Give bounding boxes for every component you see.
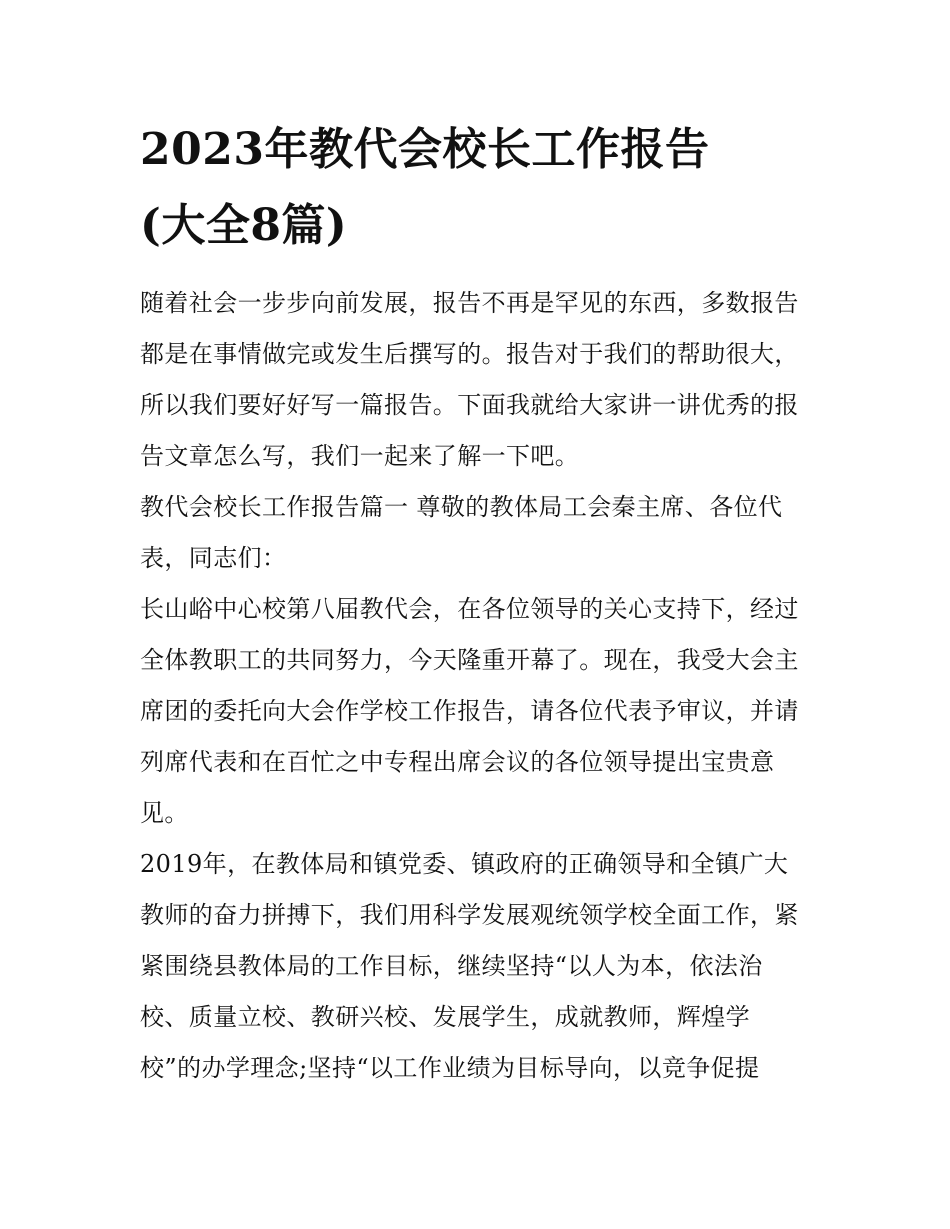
text-line: 见。 [140,799,189,827]
title-line: (大全8篇) [140,200,348,251]
title-line: 2023年教代会校长工作报告 [140,124,710,175]
text-line: 所以我们要好好写一篇报告。下面我就给大家讲一讲优秀的报 [140,391,799,419]
text-line: 教师的奋力拼搏下，我们用科学发展观统领学校全面工作，紧 [140,901,799,929]
opening-paragraph [140,584,815,839]
text-line: 列席代表和在百忙之中专程出席会议的各位领导提出宝贵意 [140,748,775,776]
text-line: 都是在事情做完或发生后撰写的。报告对于我们的帮助很大， [140,340,799,368]
text-line: 长山峪中心校第八届教代会，在各位领导的关心支持下，经过 [140,595,799,623]
text-line: 席团的委托向大会作学校工作报告，请各位代表予审议，并请 [140,697,799,725]
text-line: 校、质量立校、教研兴校、发展学生，成就教师，辉煌学 [140,1003,750,1031]
text-line: 校”的办学理念;坚持“以工作业绩为目标导向，以竞争促提 [140,1054,760,1082]
review-paragraph [140,839,815,1094]
intro-paragraph [140,278,815,482]
text-line: 告文章怎么写，我们一起来了解一下吧。 [140,442,580,470]
text-line: 随着社会一步步向前发展，报告不再是罕见的东西，多数报告 [140,289,799,317]
document-title [140,112,815,264]
document-page [140,112,815,1094]
text-line: 紧围绕县教体局的工作目标，继续坚持“以人为本，依法治 [140,952,763,980]
text-line: 教代会校长工作报告篇一 尊敬的教体局工会秦主席、各位代 [140,493,783,521]
text-line: 2019年，在教体局和镇党委、镇政府的正确领导和全镇广大 [140,850,789,878]
text-line: 全体教职工的共同努力，今天隆重开幕了。现在，我受大会主 [140,646,799,674]
salutation-paragraph [140,482,815,584]
text-line: 表，同志们： [140,544,287,572]
